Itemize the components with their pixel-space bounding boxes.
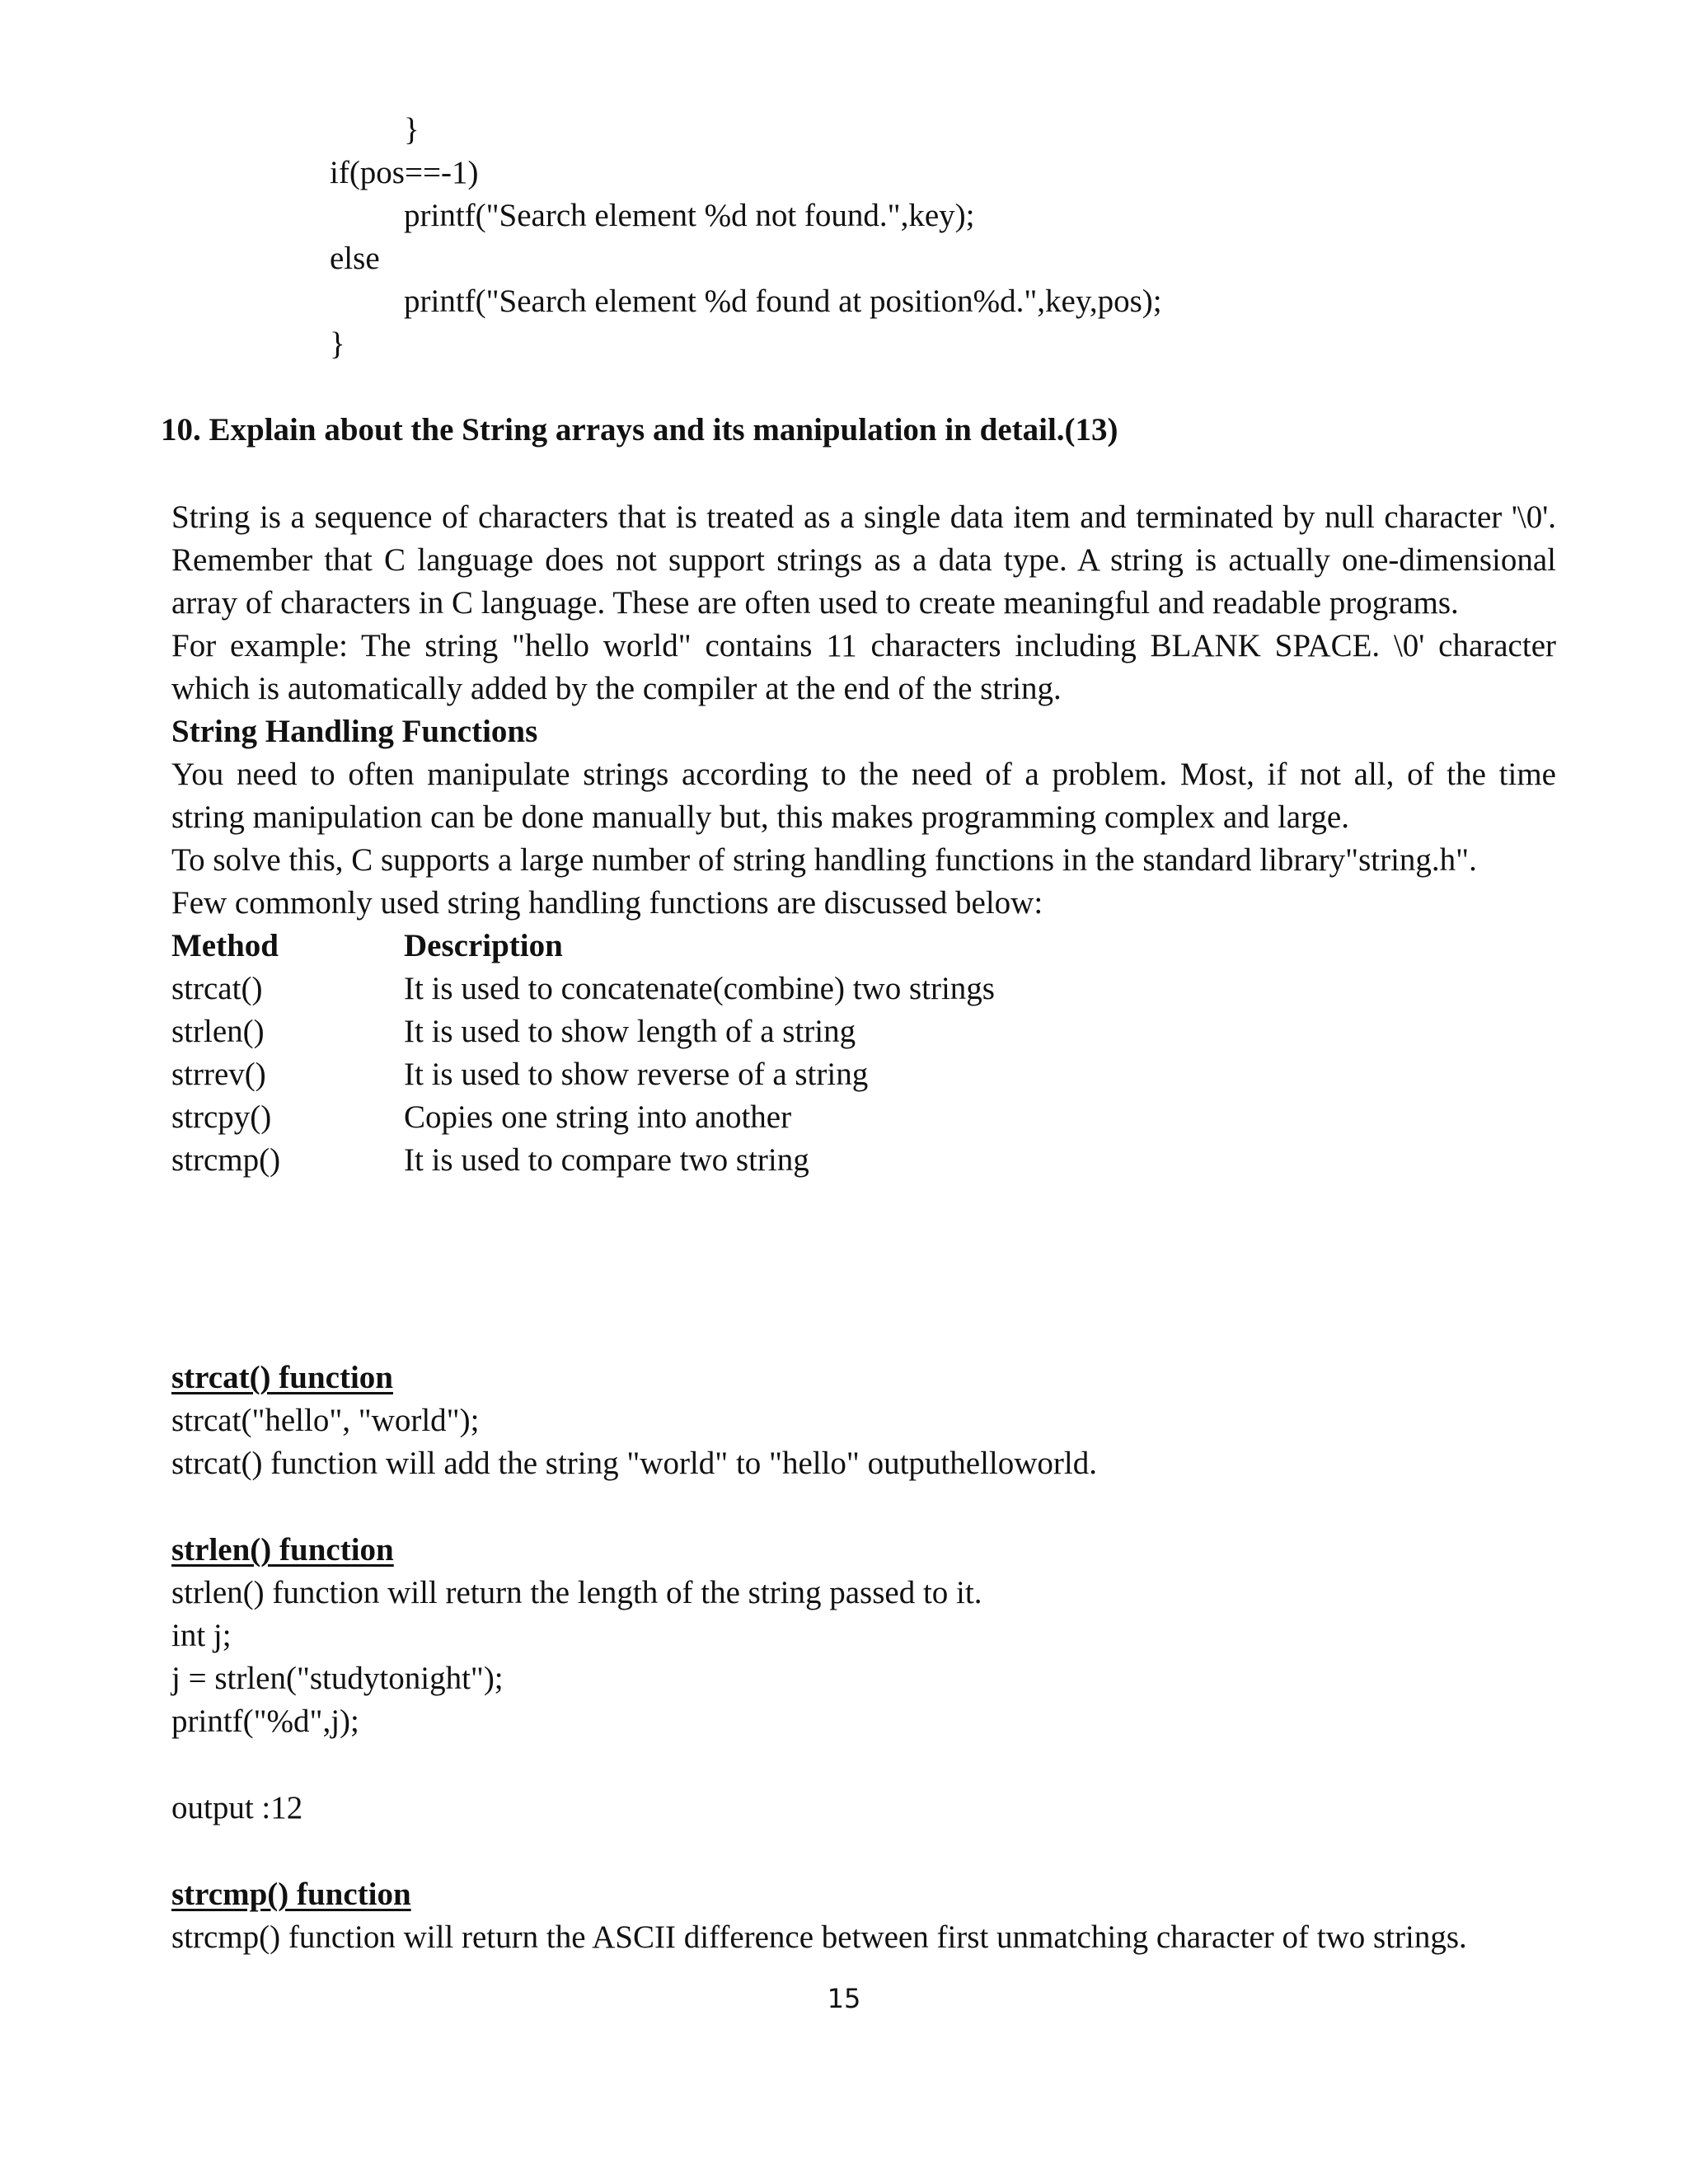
table-cell-description: It is used to show reverse of a string: [404, 1057, 869, 1092]
code-line: printf("Search element %d not found.",key);: [404, 198, 975, 233]
code-line: j = strlen("studytonight");: [171, 1661, 504, 1696]
strlen-heading: strlen() function: [171, 1532, 394, 1568]
table-header-method: Method: [171, 928, 279, 963]
table-cell-description: It is used to show length of a string: [404, 1014, 856, 1049]
code-line: if(pos==-1): [330, 155, 479, 190]
page-number: 15: [827, 1983, 861, 2014]
paragraph-line: You need to often manipulate strings according to the need of a problem. Most, if not all, of the time: [171, 757, 1556, 792]
paragraph-line: Few commonly used string handling functions are discussed below:: [171, 885, 1043, 921]
paragraph-line: To solve this, C supports a large number of string handling functions in the standard library"string.h".: [171, 842, 1477, 878]
paragraph-line: Remember that C language does not support strings as a data type. A string is actually one-dimensional: [171, 542, 1556, 578]
code-line: else: [330, 241, 380, 276]
table-cell-method: strcat(): [171, 971, 263, 1006]
paragraph-line: strcat() function will add the string "world" to "hello" outputhelloworld.: [171, 1446, 1097, 1481]
paragraph-line: array of characters in C language. These are often used to create meaningful and readable programs.: [171, 585, 1459, 621]
paragraph-line: string manipulation can be done manually but, this makes programming complex and large.: [171, 799, 1349, 835]
paragraph-line: For example: The string "hello world" contains 11 characters including BLANK SPACE. \0' character: [171, 628, 1556, 663]
code-line: printf("%d",j);: [171, 1704, 359, 1739]
strcat-heading: strcat() function: [171, 1360, 393, 1395]
table-cell-method: strcmp(): [171, 1142, 281, 1178]
output-line: output :12: [171, 1790, 303, 1825]
question-heading: 10. Explain about the String arrays and its manipulation in detail.(13): [161, 412, 1118, 448]
code-line: strcat("hello", "world");: [171, 1403, 480, 1438]
paragraph-line: strlen() function will return the length of the string passed to it.: [171, 1575, 982, 1610]
paragraph-line: String is a sequence of characters that is treated as a single data item and terminated by null character '\0'.: [171, 499, 1556, 535]
table-header-description: Description: [404, 928, 563, 963]
code-line: }: [330, 326, 345, 362]
section-heading: String Handling Functions: [171, 714, 538, 749]
paragraph-line: which is automatically added by the compiler at the end of the string.: [171, 671, 1062, 706]
table-cell-method: strlen(): [171, 1014, 265, 1049]
strcmp-heading: strcmp() function: [171, 1877, 411, 1912]
code-line: }: [404, 112, 420, 148]
table-cell-description: It is used to concatenate(combine) two strings: [404, 971, 995, 1006]
code-line: int j;: [171, 1618, 232, 1653]
code-line: printf("Search element %d found at position%d.",key,pos);: [404, 284, 1162, 319]
table-cell-method: strrev(): [171, 1057, 266, 1092]
table-cell-method: strcpy(): [171, 1099, 272, 1135]
table-cell-description: It is used to compare two string: [404, 1142, 809, 1178]
table-cell-description: Copies one string into another: [404, 1099, 792, 1135]
paragraph-line: strcmp() function will return the ASCII difference between first unmatching character of two strings.: [171, 1919, 1467, 1955]
